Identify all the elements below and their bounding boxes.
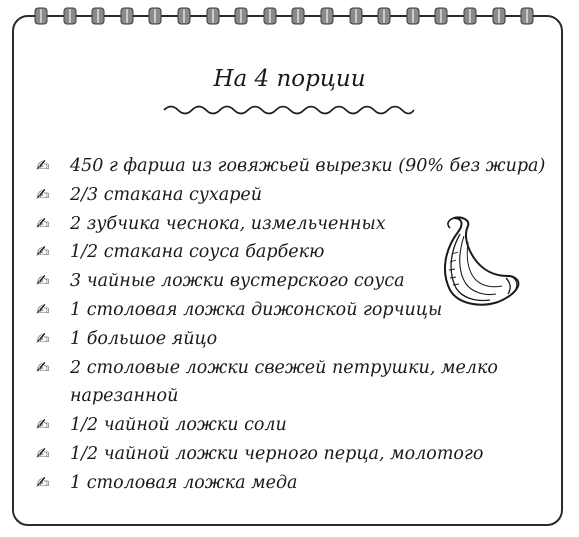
binding-ring: [206, 6, 220, 26]
writing-hand-icon: ✍: [36, 156, 50, 175]
binding-ring: [177, 6, 191, 26]
binding-ring: [34, 6, 48, 26]
binding-ring: [91, 6, 105, 26]
writing-hand-icon: ✍: [36, 328, 50, 348]
garlic-clove-icon: [434, 214, 520, 310]
writing-hand-icon: ✍: [36, 472, 50, 492]
ingredient-text: 1 столовая ложка меда: [70, 472, 298, 493]
ingredient-item: [36, 440, 546, 469]
writing-hand-icon: ✍: [36, 184, 50, 204]
ingredient-text: 3 чайные ложки вустерского соуса: [70, 271, 405, 292]
writing-hand-icon: ✍: [36, 213, 50, 233]
ingredient-text: 1/2 чайной ложки черного перца, молотого: [70, 443, 484, 464]
ingredient-text: 1/2 чайной ложки соли: [70, 415, 287, 436]
writing-hand-icon: ✍: [36, 415, 50, 435]
ingredient-item: [36, 469, 546, 498]
binding-ring: [520, 6, 534, 26]
binding-ring: [434, 6, 448, 26]
binding-ring: [406, 6, 420, 26]
binding-ring: [377, 6, 391, 26]
binding-ring: [291, 6, 305, 26]
ingredient-item: [36, 181, 546, 210]
writing-hand-icon: ✍: [36, 357, 50, 377]
ingredient-item: [36, 354, 546, 412]
ingredient-item: [36, 411, 546, 440]
binding-ring: [320, 6, 334, 26]
ingredient-text: 1 столовая ложка дижонской горчицы: [70, 299, 443, 320]
binding-ring: [120, 6, 134, 26]
ingredient-text: 2 столовые ложки свежей петрушки, мелко: [70, 357, 498, 378]
ingredient-text: 2 зубчика чеснока, измельченных: [70, 213, 386, 234]
binding-ring: [234, 6, 248, 26]
binding-ring: [148, 6, 162, 26]
wavy-divider: [162, 100, 416, 120]
writing-hand-icon: ✍: [36, 299, 50, 319]
ingredient-list: [36, 152, 546, 498]
ingredient-text-continued: нарезанной: [70, 386, 179, 407]
writing-hand-icon: ✍: [36, 242, 50, 262]
binding-ring: [263, 6, 277, 26]
writing-hand-icon: ✍: [36, 271, 50, 291]
ingredient-text: 450 г фарша из говяжьей вырезки (90% без жира): [70, 156, 546, 176]
ingredient-text: 1/2 стакана соуса барбекю: [70, 242, 325, 263]
binding-ring: [63, 6, 77, 26]
ingredient-text: 1 большое яйцо: [70, 328, 218, 349]
binding-ring: [463, 6, 477, 26]
ingredient-item: [36, 152, 546, 181]
binding-ring: [349, 6, 363, 26]
binding-ring: [492, 6, 506, 26]
ingredient-text: 2/3 стакана сухарей: [70, 184, 263, 205]
ingredient-item: [36, 325, 546, 354]
servings-title: На 4 порции: [213, 66, 366, 92]
spiral-binding: [34, 6, 554, 26]
writing-hand-icon: ✍: [36, 443, 50, 463]
